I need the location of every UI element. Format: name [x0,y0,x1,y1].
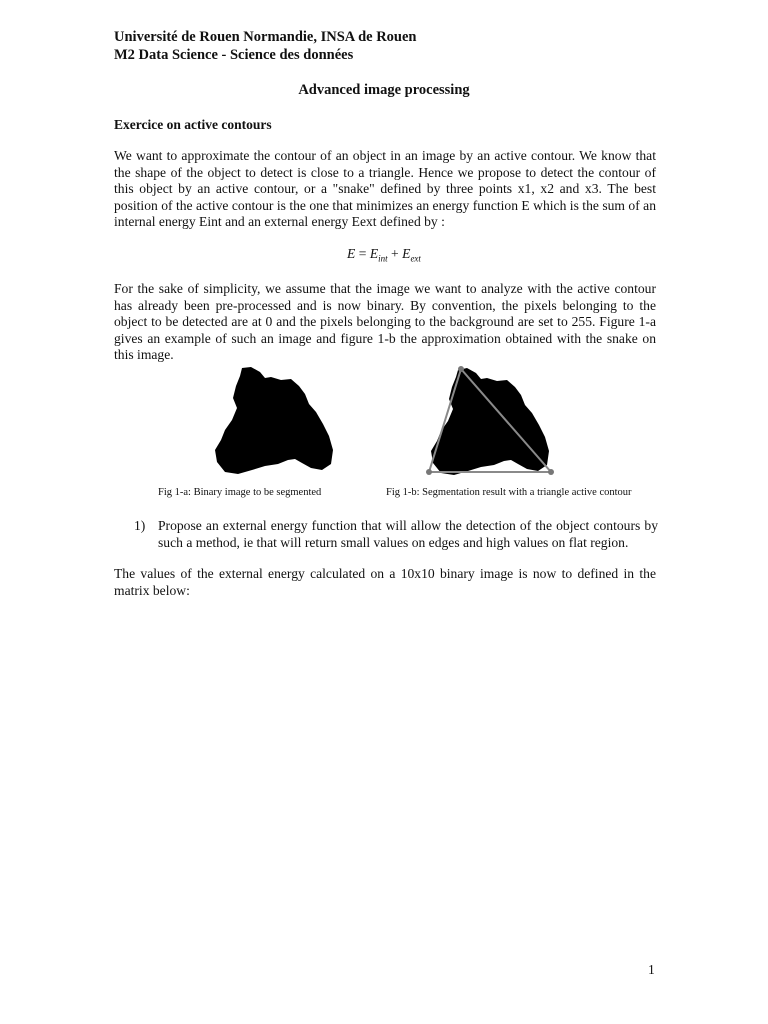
snake-point-x1 [458,366,464,372]
question-1-number: 1) [134,518,146,533]
snake-point-x2 [426,469,432,475]
energy-equation: $E = E_{int} + E_{ext}$ [347,246,421,264]
header-institution: Université de Rouen Normandie, INSA de Rouen [114,29,417,45]
preprocessing-paragraph: For the sake of simplicity, we assume that the image we want to analyze with the active contour has already been pre-processed and is now binary. By convention, the pixels belonging to the object to be detected are at 0 and the pixels belonging to the background are set to 255. Figure 1-a gives an example of such an image and figure 1-b the approximation obtained with the snake on this image. [114,281,656,363]
figure-1b-segmentation-result [418,364,564,480]
question-1-text: Propose an external energy function that will allow the detection of the object contours by such a method, ie that will return small values on edges and high values on flat region. [158,518,658,550]
header-program: M2 Data Science - Science des données [114,47,354,63]
page-number: 1 [648,962,655,977]
snake-point-x3 [548,469,554,475]
figure-1b-caption: Fig 1-b: Segmentation result with a triangle active contour [386,487,632,498]
document-title: Advanced image processing [298,82,470,98]
figure-1a-caption: Fig 1-a: Binary image to be segmented [158,487,322,498]
figure-1a-binary-image [205,364,345,480]
matrix-intro-paragraph: The values of the external energy calculated on a 10x10 binary image is now to defined in the matrix below: [114,566,656,598]
exercise-title: Exercice on active contours [114,117,272,132]
intro-paragraph: We want to approximate the contour of an object in an image by an active contour. We know that the shape of the object to detect is close to a triangle. Hence we propose to detect the contour of this object by an active contour, or a "snake" defined by three points x1, x2 and x3. The best position of the active contour is the one that minimizes an energy function E which is the sum of an internal energy Eint and an external energy Eext defined by : [114,148,656,230]
